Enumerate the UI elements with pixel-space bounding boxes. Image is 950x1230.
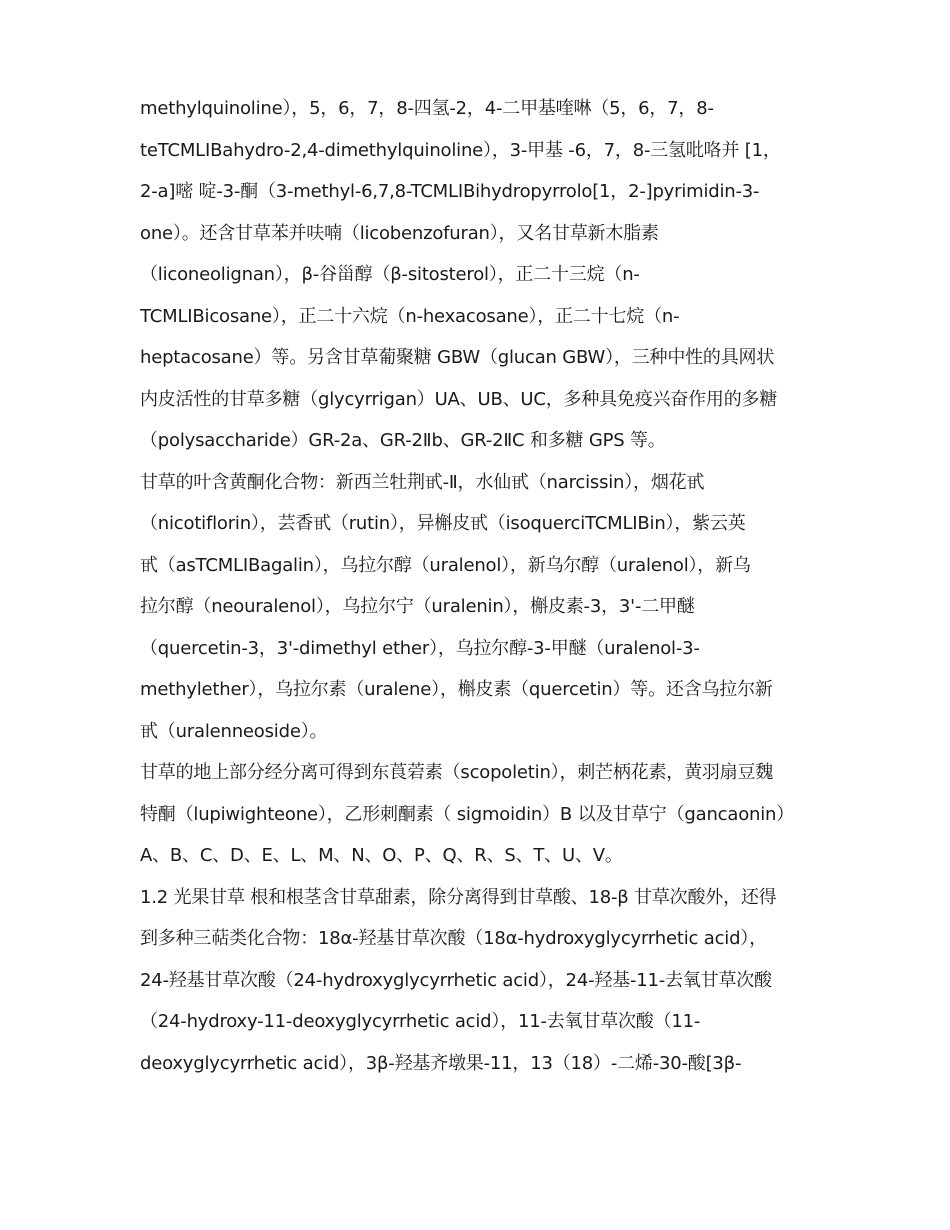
- text-line: heptacosane）等。另含甘草葡聚糖 GBW（glucan GBW），三种中性的具网状: [140, 347, 775, 368]
- text-line: A、B、C、D、E、L、M、N、O、P、Q、R、S、T、U、V。: [140, 845, 623, 866]
- text-line: methylether），乌拉尔素（uralene），槲皮素（quercetin）等。还含乌拉尔新: [140, 679, 773, 700]
- text-line: 1.2 光果甘草 根和根茎含甘草甜素，除分离得到甘草酸、18-β 甘草次酸外，还得: [140, 886, 777, 908]
- text-line: 到多种三萜类化合物：18α-羟基甘草次酸（18α-hydroxyglycyrrhetic acid），: [140, 928, 767, 949]
- text-line: teTCMLIBahydro-2,4-dimethylquinoline），3-甲基 -6，7，8-三氢吡咯并 [1，: [140, 139, 781, 161]
- text-line: 甙（asTCMLIBagalin），乌拉尔醇（uralenol），新乌尔醇（uralenol），新乌: [140, 554, 751, 576]
- text-line: 2-a]嘧 啶-3-酮（3-methyl-6,7,8-TCMLIBihydropyrrolo[1，2-]pyrimidin-3-: [140, 181, 760, 202]
- text-line: （quercetin-3，3'-dimethyl ether），乌拉尔醇-3-甲醚（uralenol-3-: [140, 637, 700, 659]
- body-text: [140, 88, 840, 1084]
- text-line: 拉尔醇（neouralenol），乌拉尔宁（uralenin），槲皮素-3，3'-二甲醚: [140, 596, 695, 617]
- text-line: deoxyglycyrrhetic acid），3β-羟基齐墩果-11，13（18）-二烯-30-酸[3β-: [140, 1052, 742, 1074]
- text-line: （24-hydroxy-11-deoxyglycyrrhetic acid），11-去氧甘草次酸（11-: [140, 1011, 701, 1032]
- text-line: 甙（uralenneoside）。: [140, 720, 328, 742]
- text-line: TCMLIBicosane），正二十六烷（n-hexacosane），正二十七烷（n-: [140, 305, 680, 327]
- text-line: （nicotiflorin），芸香甙（rutin），异槲皮甙（isoquerciTCMLIBin），紫云英: [140, 513, 746, 534]
- text-line: 24-羟基甘草次酸（24-hydroxyglycyrrhetic acid），24-羟基-11-去氧甘草次酸: [140, 969, 772, 991]
- text-line: 内皮活性的甘草多糖（glycyrrigan）UA、UB、UC，多种具免疫兴奋作用的多糖: [140, 388, 778, 410]
- text-line: （liconeolignan），β-谷甾醇（β-sitosterol），正二十三烷（n-: [140, 264, 640, 285]
- text-line: 甘草的地上部分经分离可得到东莨菪素（scopoletin），刺芒柄花素，黄羽扇豆魏: [140, 762, 774, 783]
- text-line: 特酮（lupiwighteone），乙形刺酮素（ sigmoidin）B 以及甘草宁（gancaonin）: [140, 803, 795, 825]
- text-line: 甘草的叶含黄酮化合物：新西兰牡荆甙-Ⅱ，水仙甙（narcissin），烟花甙: [140, 471, 705, 493]
- text-line: （polysaccharide）GR-2a、GR-2Ⅱb、GR-2ⅡC 和多糖 GPS 等。: [140, 430, 666, 451]
- text-line: one）。还含甘草苯并呋喃（licobenzofuran），又名甘草新木脂素: [140, 222, 659, 244]
- text-line: methylquinoline），5，6，7，8-四氢-2，4-二甲基喹啉（5，6，7，8-: [140, 98, 714, 119]
